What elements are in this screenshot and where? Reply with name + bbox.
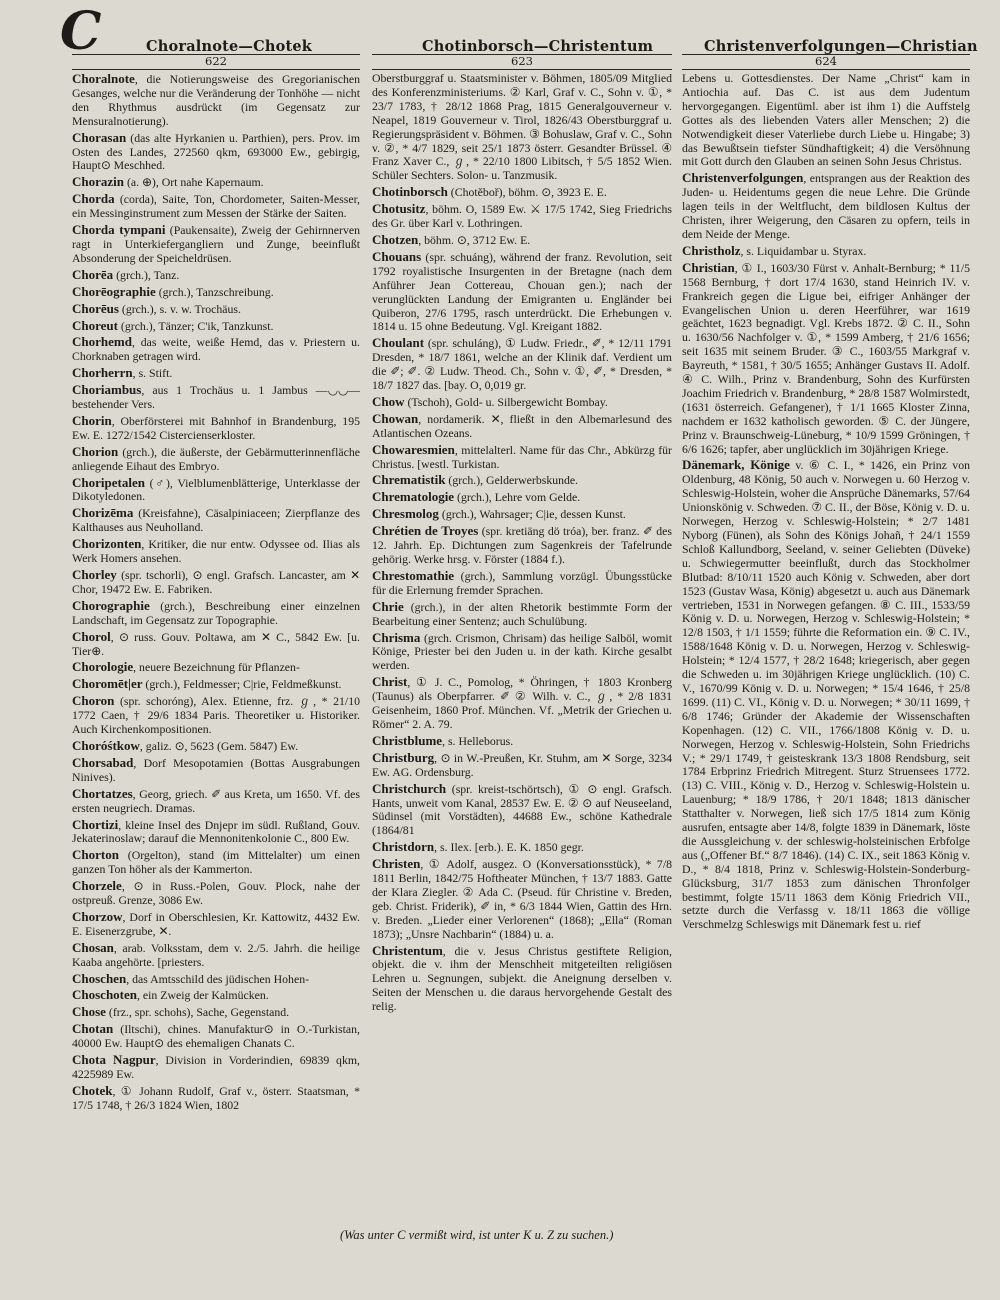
entry-headword: Chorologie (72, 659, 134, 675)
dictionary-entry (372, 336, 672, 393)
dictionary-entry (372, 185, 672, 200)
entry-headword: Choromēt|er (72, 676, 143, 692)
entry-headword: Chortizi (72, 816, 119, 832)
dictionary-entry (72, 879, 360, 908)
entry-headword: Chorēographie (72, 283, 156, 299)
dictionary-entry (72, 366, 360, 381)
entry-definition: (grch. Crismon, Chrisam) das heilige Salböl, womit Könige, Priester bei den Juden u. in der kath. Kirche gesalbt werden. (372, 630, 672, 673)
dictionary-entry (372, 202, 672, 231)
dictionary-entry (72, 445, 360, 474)
entry-definition: , Dorf Mesopotamien (Bottas Ausgrabungen Ninives). (72, 755, 360, 784)
entry-headword: Chorēus (72, 300, 119, 316)
entry-definition: , mittelalterl. Name für das Chr., Abkürzg für Christus. [westl. Turkistan. (372, 442, 672, 471)
entry-headword: Chorin (72, 412, 112, 428)
entry-definition: , das Amtsschild des jüdischen Hohen- (126, 971, 310, 986)
entry-definition: , s. Stift. (132, 366, 173, 381)
dictionary-entry (372, 524, 672, 567)
entry-definition: (grch.), Tanzschreibung. (155, 284, 274, 299)
entry-definition: , die Notierungsweise des Gregorianischen Gesanges, welche nur die Veränderung der Tonhöhe — nicht den Rhythmus ausdrückt (im Gegensatz zur Mensuralnotierung). (72, 72, 360, 128)
dictionary-entry (372, 857, 672, 941)
dictionary-entry (72, 568, 360, 597)
entry-headword: Chorizēma (72, 505, 134, 521)
entry-definition: (Chotěboř), böhm. ⊙, 3923 E. E. (447, 185, 607, 200)
entry-headword: Christentum (372, 942, 443, 958)
entry-headword: Chorda (72, 191, 115, 207)
dictionary-entry (72, 1005, 360, 1020)
entry-definition: , s. Liquidambar u. Styrax. (740, 243, 867, 258)
entry-headword: Chorsabad (72, 754, 134, 770)
entry-definition: Oberstburggraf u. Staatsminister v. Böhmen, 1805/09 Mitglied des Konferenzministeriums. ② Karl, Graf v. C., Sohn v. ①, * 23/7 1783, † 28/12 1868 Prag, 1815 Generalgouverneur v. Neapel, 1819 Gouverneur v. Tirol, 1826/43 Oberstburggraf u. Regierungspräsident v. Böhmen. ③ Bohuslaw, Graf v. C., Sohn v. ②, * 4/7 1829, seit 25/1 1873 österr. Gesandter Brüssel. ④ Franz Xaver C., ℊ, * 22/10 1800 Libitsch, † 5/5 1852 Wien. Schüler Sechters. Solon- u. Tanzmusik. (372, 72, 672, 183)
entry-definition: , böhm. ⊙, 3712 Ew. E. (418, 232, 531, 247)
entry-headword: Chose (72, 1004, 106, 1020)
entry-definition: , arab. Volksstam, dem v. 2./5. Jahrh. die heilige Kaaba angehörte. [priesters. (72, 940, 360, 969)
entry-definition: , ① J. C., Pomolog, * Öhringen, † 1803 Kronberg (Taunus) als Oberpfarrer. ✐ ② Wilh. v. C., ℊ, * 2/8 1831 Geisenheim, 1860 Prof. München. Vf. „Metrik der Griechen u. Römer“ 2. A. 79. (372, 675, 672, 731)
entry-headword: Chrétien de Troyes (372, 523, 479, 539)
entry-definition: , Division in Vorderindien, 69839 qkm, 4225989 Ew. (72, 1053, 360, 1081)
entry-headword: Chosan (72, 939, 114, 955)
entry-definition: (spr. kretiäng dö tróa), ber. franz. ✐ des 12. Jahrh. Ep. Dichtungen zum Sagenkreis der Tafelrunde gehörig. Werke hrsg. v. Förster (1884 f.). (372, 524, 672, 566)
entry-headword: Chorion (72, 443, 119, 459)
entry-headword: Chortatzes (72, 785, 133, 801)
entry-definition: , ① Johann Rudolf, Graf v., österr. Staatsman, * 17/5 1748, † 26/3 1824 Wien, 1802 (72, 1083, 360, 1112)
entry-headword: Chotusitz (372, 201, 426, 217)
entry-definition: , kleine Insel des Dnjepr im südl. Rußland, Gouv. Jekaterinoslaw; darauf die Mennonitenkolonie C., 800 Ew. (72, 817, 360, 846)
section-letter: C (60, 1, 102, 62)
entry-headword: Chorasan (72, 129, 127, 145)
running-header-right: Christenverfolgungen—Christian (704, 38, 978, 55)
entry-definition: (spr. schoróng), Alex. Etienne, frz. ℊ, * 21/10 1772 Caen, † 29/6 1834 Paris. Theoretiker u. Historiker. Auch Kirchenkompositionen. (72, 694, 360, 737)
entry-definition: (grch.), Gelderwerbskunde. (445, 473, 579, 488)
entry-definition: , galiz. ⊙, 5623 (Gem. 5847) Ew. (139, 738, 299, 753)
entry-headword: Chrematologie (372, 489, 455, 505)
entry-definition: (grch.), s. v. w. Trochäus. (118, 301, 241, 316)
dictionary-entry (372, 675, 672, 732)
entry-headword: Chouans (372, 248, 422, 264)
entry-headword: Choschoten (72, 987, 138, 1003)
page-number-left: 622 (72, 54, 360, 70)
dictionary-entry (72, 192, 360, 221)
entry-definition: (Orgelton), stand (im Mittelalter) um einen ganzen Ton höher als der Kammerton. (72, 848, 360, 877)
dictionary-entry (72, 476, 360, 505)
dictionary-entry (72, 910, 360, 939)
entry-headword: Choron (72, 693, 115, 709)
entry-definition: , nordamerik. ✕, fließt in den Albemarlesund des Atlantischen Ozeans. (372, 411, 672, 440)
entry-headword: Chotan (72, 1021, 114, 1037)
entry-definition: (grch.), Sammlung vorzügl. Übungsstücke für die Erlernung fremder Sprachen. (372, 568, 672, 597)
entry-definition: , das weite, weiße Hemd, das v. Priestern u. Chorknaben getragen wird. (72, 335, 360, 364)
entry-definition: (grch.), Feldmesser; C|rie, Feldmeßkunst. (142, 677, 342, 692)
entry-definition: (grch.), Tänzer; C'ik, Tanzkunst. (117, 318, 274, 333)
dictionary-entry (72, 1084, 360, 1113)
text-column-right (682, 72, 970, 1224)
entry-definition: (grch.), Wahrsager; C|ie, dessen Kunst. (438, 507, 626, 522)
dictionary-entry (372, 473, 672, 488)
entry-definition: (spr. tschorli), ⊙ engl. Grafsch. Lancaster, am ✕ Chor, 19472 Ew. E. Fabriken. (72, 568, 360, 596)
dictionary-entry (682, 244, 970, 259)
entry-headword: Christen (372, 856, 421, 872)
entry-headword: Choschen (72, 970, 127, 986)
dictionary-entry (72, 1053, 360, 1082)
dictionary-entry (372, 840, 672, 855)
entry-definition: v. ⑥ C. I., * 1426, ein Prinz von Oldenburg, 48 König, 50 auch v. Norwegen u. 60 Herzog v. Schleswig-Holstein, woher die Ansprüche Dänemarks, 57/64 Unionskönig v. Schweden. ⑦ C. II., der Böse, König v. D. u. Norwegen, Herzog v. Schleswig-Holstein; * 2/7 1481 Nyborg (Fünen), als Sohn des Königs Johañ, † 24/1 1559 Schloß Kallundborg, Seeland, v. seiner Geliebten (Düveke) u. Schwiegermutter beeinflußt, durch das Stockholmer Blutbad: 8/10/11 1520 auch König v. Schweden, aber dort 1523 (Gustav Wasa, König) abgesetzt u. auch aus Dänemark vertrieben, 1531 in Norwegen gefangen. ⑧ C. III., 1533/59 König v. D. u. Norwegen, Herzog v. Schleswig-Holstein; * 12/8 1503, † 1/1 1559; führte die Reformation ein. ⑨ C. IV., 1588/1648 König v. D. u. Norwegen, Herzog v. Schleswig-Holstein; * 12/4 1577, † 28/2 1648; kriegerisch, aber gegen die Schweden u. im 30jährigen Kriege unglücklich. (10) C. V., 1670/99 König v. D. u. Norwegen; * 15/4 1646, † 25/8 1699. (11) C. VI., König v. D. u. Norwegen; * 30/11 1699, † 6/8 1746; Gründer der Akademie der Wissenschaften Kopenhagen. (12) C. VII., 1766/1808 König v. D. u. Norwegen, Herzog v. Schleswig-Holstein, Sohn Friedrichs V.; * 29/1 1749, † geisteskrank 13/3 1808 Rendsburg, seit 1784 Erbprinz Friedrich Mitregent. Sturz Struensees 1772. (13) C. VIII., König v. D., Herzog v. Schleswig-Holstein u. Lauenburg; * 18/9 1786, † 20/1 1848; 1813 dänischer Statthalter v. Norwegen, ließ sich 17/5 1814 zum König ausrufen, entsagte aber 14/8, folgte 1839 in Dänemark, löste die Aussgleichung v. der schleswig-holsteinischen Erbfolge aus („Offener Bf.“ 8/7 1846). (14) C. IX., seit 1863 König v. D., * 8/4 1818, Prinz v. Schleswig-Holstein-Sonderburg-Glücksburg, 31/7 1853 zum dänischen Thronfolger bestimmt, folgte 15/11 1863 dem König Friedrich VII., setzte durch die Verfassg v. 18/11 1863 die völlige Verschmelzg Schleswigs mit Dänemark fest u. rief (682, 458, 970, 932)
dictionary-entry (682, 72, 970, 169)
dictionary-entry (72, 383, 360, 412)
dictionary-entry (72, 506, 360, 535)
dictionary-entry (72, 660, 360, 675)
entry-headword: Chorda tympani (72, 222, 166, 238)
entry-definition: (♂), Vielblumenblätterige, Unterklasse der Dikotyledonen. (72, 475, 360, 504)
entry-definition: (das alte Hyrkanien u. Parthien), pers. Prov. im Osten des Landes, 272560 qkm, 693000 Ew., gebirgig, Haupt⊙ Meschhed. (72, 130, 360, 173)
dictionary-entry (372, 600, 672, 629)
entry-definition: , Dorf in Oberschlesien, Kr. Kattowitz, 4432 Ew. E. Eisenerzgrube, ✕. (72, 909, 360, 938)
dictionary-entry (72, 131, 360, 174)
entry-headword: Choriambus (72, 382, 142, 398)
entry-definition: , Georg, griech. ✐ aus Kreta, um 1650. Vf. des ersten neugriech. Dramas. (72, 786, 360, 815)
dictionary-entry (72, 941, 360, 970)
entry-headword: Christholz (682, 242, 741, 258)
entry-headword: Chorton (72, 847, 119, 863)
entry-definition: , böhm. O, 1589 Ew. ⚔ 17/5 1742, Sieg Friedrichs des Gr. über Karl v. Lothringen. (372, 202, 672, 231)
entry-headword: Choripetalen (72, 474, 145, 490)
entry-headword: Chorēa (72, 266, 114, 282)
entry-headword: Chorherrn (72, 365, 133, 381)
entry-headword: Chrisma (372, 629, 421, 645)
running-header-left: Choralnote—Chotek (146, 38, 313, 55)
entry-definition: , aus 1 Trochäus u. 1 Jambus —◡◡— bestehender Vers. (72, 383, 360, 412)
entry-headword: Chorazin (72, 174, 124, 190)
entry-headword: Christenverfolgungen (682, 170, 804, 186)
entry-headword: Chrematistik (372, 472, 446, 488)
dictionary-entry (72, 694, 360, 737)
entry-definition: (Paukensaite), Zweig der Gehirnnerven ragt in Unterkiefergangliern und Zunge, beeinflußt Absonderung der Speicheldrüsen. (72, 223, 360, 265)
entry-headword: Choulant (372, 335, 425, 351)
entry-definition: , entsprangen aus der Reaktion des Juden- u. Heidentums gegen die neue Lehre. Die Gründe lagen teils in der Weltflucht, dem bildlosen Kultus der Christen, ihrer Weigerung, den Cäsaren zu opfern, teils in dem Neide der Menge. (682, 171, 970, 241)
dictionary-entry (372, 631, 672, 674)
entry-headword: Chota Nagpur (72, 1052, 156, 1068)
entry-headword: Christ (372, 674, 408, 690)
entry-headword: Choróśtkow (72, 737, 140, 753)
entry-definition: (spr. schuáng), während der franz. Revolution, seit 1792 royalistische Insurgenten in der Bretagne (nach dem Anführer Jean Cottereau, Chouan gen.); nach der verunglückten Landung der Emigranten u. Engländer bei Quiberon, 27/6 1795, rasch unterdrückt. Die Erhebungen v. 1814 u. 15 ohne Bedeutung. Vgl. Kreigant 1882. (372, 249, 672, 334)
dictionary-entry (72, 988, 360, 1003)
dictionary-entry (372, 507, 672, 522)
dictionary-entry (72, 175, 360, 190)
entry-definition: , ⊙ russ. Gouv. Poltawa, am ✕ C., 5842 Ew. [u. Tier⊕. (72, 629, 360, 658)
entry-headword: Chorizonten (72, 536, 142, 552)
entry-headword: Chorographie (72, 597, 150, 613)
dictionary-entry (372, 233, 672, 248)
dictionary-entry (72, 972, 360, 987)
entry-headword: Chotzen (372, 231, 419, 247)
dictionary-entry (72, 268, 360, 283)
entry-definition: (grch.), die äußerste, der Gebärmutterinnenfläche anliegende Eihaut des Embryo. (72, 444, 360, 473)
dictionary-entry (72, 630, 360, 659)
entry-headword: Chowaresmien (372, 441, 455, 457)
text-column-center (372, 72, 672, 1210)
dictionary-entry (72, 787, 360, 816)
entry-definition: (corda), Saite, Ton, Chordometer, Saiten-Messer, ein Messinginstrument zum Messen der Stärke der Saiten. (72, 192, 360, 221)
entry-headword: Chorhemd (72, 334, 132, 350)
dictionary-entry (72, 302, 360, 317)
entry-headword: Christblume (372, 732, 443, 748)
dictionary-entry (372, 782, 672, 839)
entry-headword: Chrestomathie (372, 567, 455, 583)
page-number-right: 624 (682, 54, 970, 70)
entry-definition: , die v. Jesus Christus gestiftete Religion, objekt. die v. ihm der Menschheit mitgeteilten religiösen Lehren u. Segnungen, subjekt. die Aneignung derselben v. Seiten der Menschen u. die daraus hervorgehende Gestalt des relig. (372, 943, 672, 1014)
dictionary-entry (72, 335, 360, 364)
dictionary-entry (72, 285, 360, 300)
dictionary-entry (72, 818, 360, 847)
dictionary-entry (372, 72, 672, 183)
dictionary-entry (372, 412, 672, 441)
entry-definition: (spr. schuláng), ① Ludw. Friedr., ✐, * 12/11 1791 Dresden, * 18/7 1861, welche an der Klinik daf. Verdient um die ✐; ✐. ② Ludw. Theod. Ch., Sohn v. ①, ✐, * Dresden, * 18/7 1827 das. [bay. O, 0,019 gr. (372, 336, 672, 393)
entry-definition: , Oberförsterei mit Bahnhof in Brandenburg, 195 Ew. E. 1272/1542 Cistercienserkloster. (72, 413, 360, 442)
dictionary-entry (72, 72, 360, 129)
dictionary-entry (372, 490, 672, 505)
dictionary-entry (372, 569, 672, 598)
entry-headword: Christdorn (372, 839, 435, 855)
entry-headword: Chorley (72, 567, 117, 582)
dictionary-entry (682, 458, 970, 932)
dictionary-entry (72, 537, 360, 566)
entry-definition: Lebens u. Gottesdienstes. Der Name „Christ“ kam in Antiochia auf. Das C. ist aus dem Judentum hervorgegangen. Eigentüml. aber ist ihm 1) die Auffstelg Gottes als des liebenden Vaters aller Menschen; 2) die Notwendigkeit dieser Vaterliebe durch Liebe u. Hingabe; 3) das Bewußtsein tiefster Sündhaftigkeit; 4) die Versöhnung mit Gott durch den Glauben an seinen Sohn Jesus Christus. (682, 72, 970, 169)
entry-definition: (spr. kreist-tschörtsch), ① ⊙ engl. Grafsch. Hants, unweit vom Kanal, 28537 Ew. E. ② ⊙ auf Neuseeland, Südinsel (mit Vorstädten), 44688 Ew., schöne Kathedrale (1864/81 (372, 781, 672, 838)
text-column-left (72, 72, 360, 1220)
entry-definition: (grch.), Beschreibung einer einzelnen Landschaft, im Gegensatz zur Topographie. (72, 598, 360, 627)
entry-headword: Choralnote (72, 72, 135, 86)
entry-headword: Chorzow (72, 908, 123, 924)
dictionary-entry (372, 944, 672, 1015)
entry-definition: , s. Helleborus. (442, 733, 514, 748)
dictionary-entry (72, 599, 360, 628)
entry-headword: Chotinborsch (372, 184, 448, 200)
entry-definition: , neuere Bezeichnung für Pflanzen- (133, 660, 300, 675)
dictionary-entry (372, 250, 672, 334)
page-footer-note: (Was unter C vermißt wird, ist unter K u. Z zu suchen.) (340, 1228, 614, 1242)
dictionary-entry (72, 319, 360, 334)
dictionary-entry (72, 756, 360, 785)
entry-headword: Christian (682, 259, 735, 275)
running-header-center: Chotinborsch—Christentum (422, 38, 654, 55)
entry-definition: (a. ⊕), Ort nahe Kapernaum. (124, 175, 264, 190)
entry-headword: Chresmolog (372, 506, 439, 522)
dictionary-entry (72, 223, 360, 266)
dictionary-entry (682, 261, 970, 457)
entry-headword: Chorzele (72, 878, 122, 894)
dictionary-entry (72, 677, 360, 692)
entry-headword: Chow (372, 393, 405, 409)
entry-definition: , ① Adolf, ausgez. O (Konversationsstück), * 7/8 1811 Berlin, 1842/75 Hoftheater München, † 13/7 1883. Gatte der Klara Ziegler. ② Ada C. (Pseud. für Christine v. Breden, geb. Christ. Friderik), ✐ in, * 6/3 1844 Wien, Gattin des Hrn. v. Breden. „Lieder einer Verlorenen“ (1868); „Ella“ (Roman 1873); „Unsre Nachbarin“ (1884) u. a. (372, 857, 672, 941)
entry-definition: (grch.), in der alten Rhetorik bestimmte Form der Bearbeitung einer Sentenz; auch Schulübung. (372, 599, 672, 628)
entry-headword: Christchurch (372, 780, 447, 796)
entry-definition: (Kreisfahne), Cäsalpiniaceen; Zierpflanze des Kalthauses aus Neuholland. (72, 506, 360, 535)
entry-headword: Dänemark, Könige (682, 457, 790, 473)
entry-headword: Chorol (72, 628, 111, 644)
dictionary-entry (72, 739, 360, 754)
dictionary-entry (372, 734, 672, 749)
entry-definition: , ① I., 1603/30 Fürst v. Anhalt-Bernburg; * 11/5 1568 Bernburg, † dort 17/4 1630, stand Heinrich IV. v. Frankreich gegen die Ligue bei, eifriger Anhänger der Evangelischen Union u. deren Heerführer, war 1619 geächtet, 1623 begnadigt. Vgl. Krebs 1872. ② C. II., Sohn u. 1630/56 Nachfolger v. ①, * 1599 Amberg, † 21/6 1656; seit 1635 mit seinem Bruder. ③ C., 1603/55 Markgraf v. Bayreuth, * 1581, † 30/5 1655; Anhänger Gustavs II. Adolf. ④ C. Wilh., Prinz v. Brandenburg, Sohn des Kurfürsten Joachim Friedrich v. Brandenburg, * 28/8 1587 Wolmirstedt, (1631 österreich. Gefangener), † 1/1 1665 Kloster Zinna, nachdem er 1632 katholisch geworden. ⑤ C. der Jüngere, Prinz v. Braunschweig-Lüneburg, * 10/9 1599 Gröningen, † 6/6 1626; tapfer, aber unglücklich im 30jährigen Kriege. (682, 260, 970, 456)
entry-definition: , ⊙ in Russ.-Polen, Gouv. Plock, nahe der ostpreuß. Grenze, 3086 Ew. (72, 879, 360, 908)
entry-definition: , s. Ilex. [erb.). E. K. 1850 gegr. (434, 840, 584, 855)
entry-headword: Choreut (72, 317, 118, 333)
dictionary-entry (72, 848, 360, 877)
entry-definition: (frz., spr. schohs), Sache, Gegenstand. (105, 1005, 290, 1020)
dictionary-entry (682, 171, 970, 242)
entry-definition: (Tschoh), Gold- u. Silbergewicht Bombay. (404, 394, 608, 409)
entry-definition: , ein Zweig der Kalmücken. (137, 988, 269, 1003)
entry-headword: Chotek (72, 1082, 113, 1098)
dictionary-entry (72, 414, 360, 443)
page-number-center: 623 (372, 54, 672, 70)
dictionary-entry (372, 751, 672, 780)
entry-headword: Chowan (372, 410, 419, 426)
dictionary-entry (372, 395, 672, 410)
entry-definition: (Iltschi), chines. Manufaktur⊙ in O.-Turkistan, 40000 Ew. Haupt⊙ des ehemaligen Chanats C. (72, 1022, 360, 1051)
dictionary-entry (372, 443, 672, 472)
entry-definition: (grch.), Lehre vom Gelde. (454, 490, 581, 505)
entry-headword: Christburg (372, 749, 435, 765)
entry-definition: , ⊙ in W.-Preußen, Kr. Stuhm, am ✕ Sorge, 3234 Ew. AG. Ordensburg. (372, 750, 672, 779)
entry-definition: (grch.), Tanz. (113, 267, 180, 282)
dictionary-entry (72, 1022, 360, 1051)
entry-definition: , Kritiker, die nur entw. Odyssee od. Ilias als Werk Homers ansehen. (72, 537, 360, 566)
entry-headword: Chrie (372, 598, 404, 614)
